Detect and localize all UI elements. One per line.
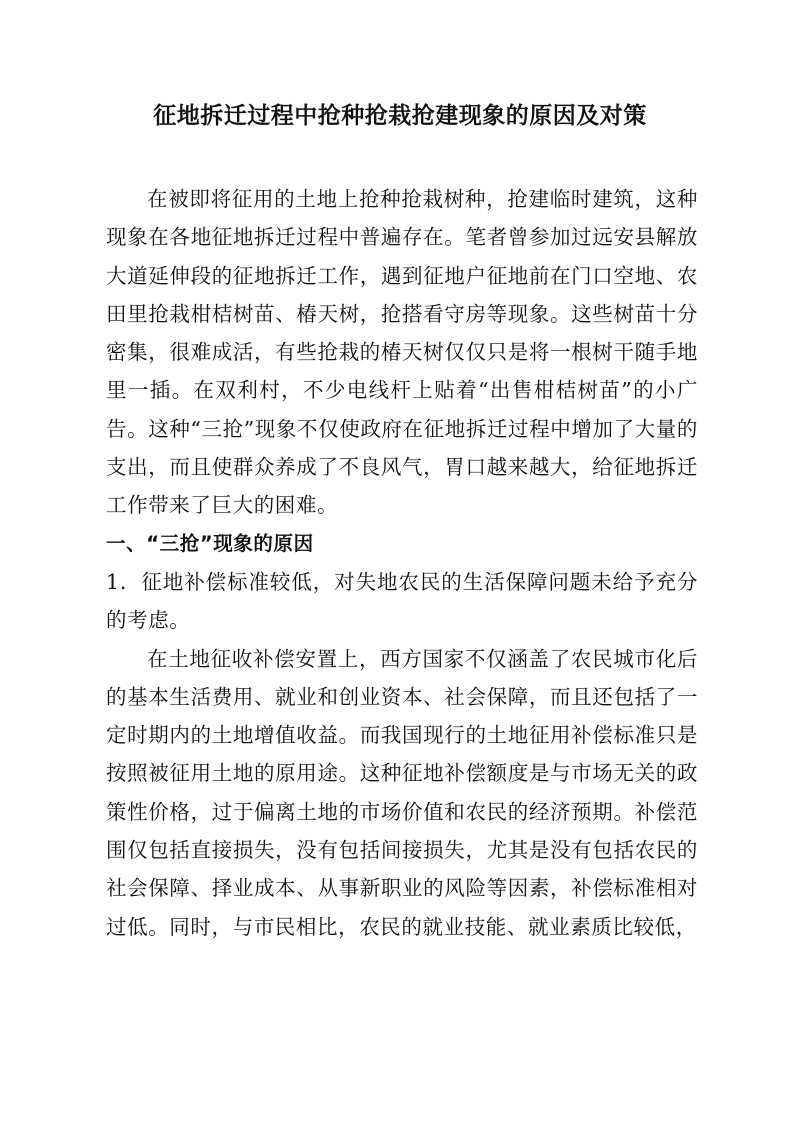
document-body: [106, 180, 698, 946]
cause-point-one: 1．征地补偿标准较低，对失地农民的生活保障问题未给予充分的考虑。: [106, 569, 698, 633]
cause-point-one-paragraph: 在土地征收补偿安置上，西方国家不仅涵盖了农民城市化后的基本生活费用、就业和创业资本、社会保障，而且还包括了一定时期内的土地增值收益。而我国现行的土地征用补偿标准只是按照被征用土地的原用途。这种征地补偿额度是与市场无关的政策性价格，过于偏离土地的市场价值和农民的经济预期。补偿范围仅包括直接损失，没有包括间接损失，尤其是没有包括农民的社会保障、择业成本、从事新职业的风险等因素，补偿标准相对过低。同时，与市民相比，农民的就业技能、就业素质比较低，: [106, 646, 698, 939]
document-title: 征地拆迁过程中抢种抢栽抢建现象的原因及对策: [153, 103, 647, 129]
intro-paragraph: 在被即将征用的土地上抢种抢栽树种，抢建临时建筑，这种现象在各地征地拆迁过程中普遍存在。笔者曾参加过远安县解放大道延伸段的征地拆迁工作，遇到征地户征地前在门口空地、农田里抢栽柑桔树苗、椿天树，抢搭看守房等现象。这些树苗十分密集，很难成活，有些抢栽的椿天树仅仅只是将一根树干随手地里一插。在双利村，不少电线杆上贴着“出售柑桔树苗”的小广告。这种“三抢”现象不仅使政府在征地拆迁过程中增加了大量的支出，而且使群众养成了不良风气，胃口越来越大，给征地拆迁工作带来了巨大的困难。: [106, 187, 698, 518]
section-heading-causes: 一、“三抢”现象的原因: [106, 531, 314, 555]
